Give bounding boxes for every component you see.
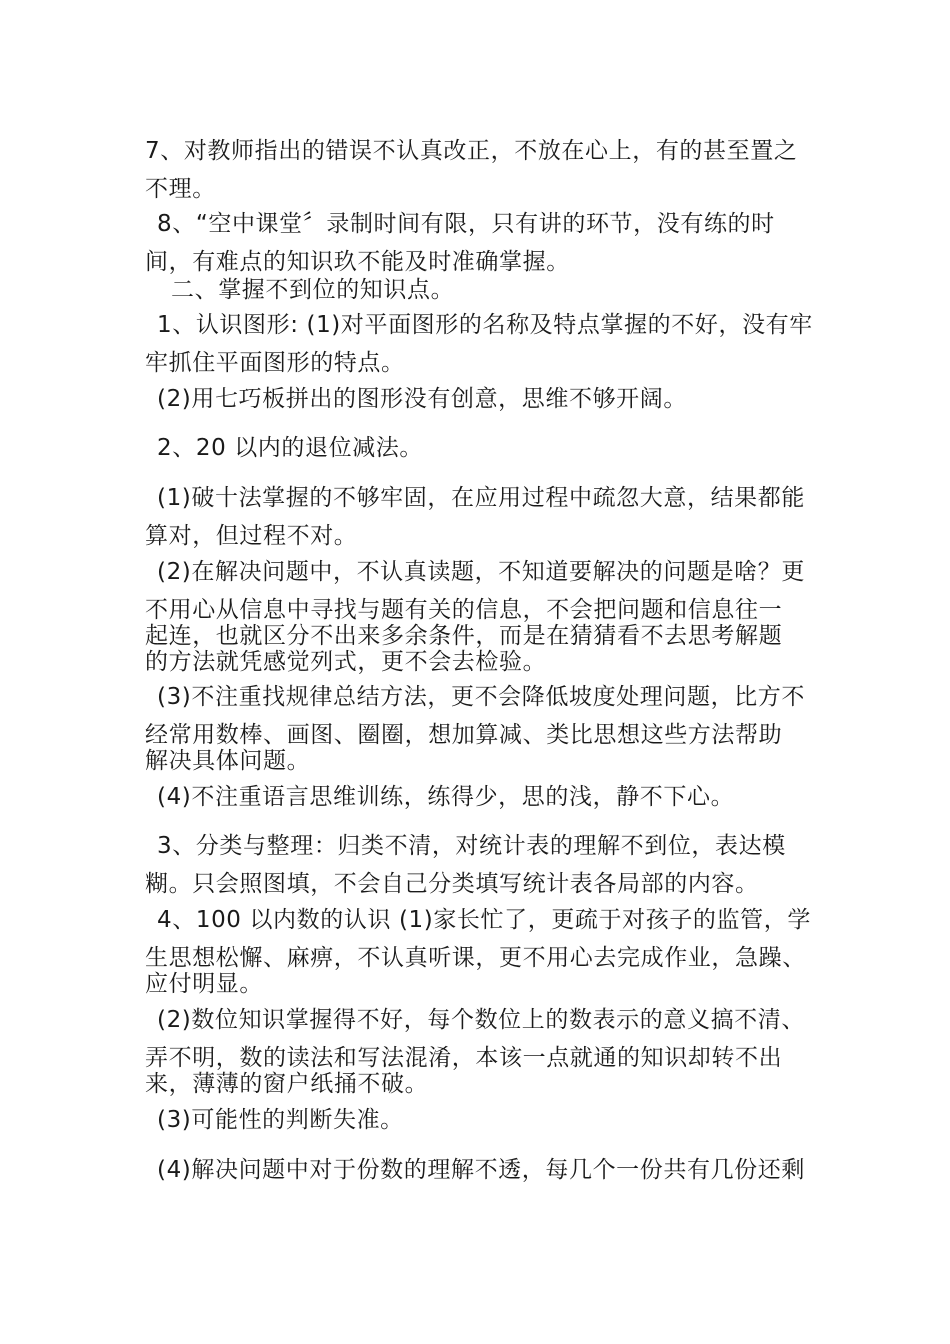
text-line: (2)用七巧板拼出的图形没有创意，思维不够开阔。 — [157, 386, 687, 412]
text-line: 生思想松懈、麻痹，不认真听课，更不用心去完成作业，急躁、 — [145, 945, 806, 971]
text-line: 1、认识图形: (1)对平面图形的名称及特点掌握的不好，没有牢 — [157, 312, 813, 338]
text-line: 算对，但过程不对。 — [145, 523, 358, 549]
text-line: (2)在解决问题中，不认真读题，不知道要解决的问题是啥？更 — [157, 559, 805, 585]
text-line: 的方法就凭感觉列式，更不会去检验。 — [145, 649, 547, 675]
text-line: 解决具体问题。 — [145, 748, 311, 774]
section-heading: 二、掌握不到位的知识点。 — [171, 277, 455, 303]
text-line: (4)解决问题中对于份数的理解不透，每几个一份共有几份还剩 — [157, 1157, 805, 1183]
text-line: 糊。只会照图填，不会自己分类填写统计表各局部的内容。 — [145, 871, 759, 897]
text-line: (3)不注重找规律总结方法，更不会降低坡度处理问题，比方不 — [157, 684, 805, 710]
text-line: (4)不注重语言思维训练，练得少，思的浅，静不下心。 — [157, 784, 735, 810]
text-line: 8、“空中课堂〞录制时间有限，只有讲的环节，没有练的时 — [157, 211, 775, 237]
text-line: (1)破十法掌握的不够牢固，在应用过程中疏忽大意，结果都能 — [157, 485, 805, 511]
text-line: 来，薄薄的窗户纸捅不破。 — [145, 1071, 429, 1097]
text-line: 弄不明，数的读法和写法混淆，本该一点就通的知识却转不出 — [145, 1045, 783, 1071]
text-line: 2、20 以内的退位减法。 — [157, 435, 424, 461]
text-line: (2)数位知识掌握得不好，每个数位上的数表示的意义搞不清、 — [157, 1007, 805, 1033]
text-line: 7、对教师指出的错误不认真改正，不放在心上，有的甚至置之 — [145, 138, 798, 164]
text-line: 经常用数棒、画图、圈圈，想加算减、类比思想这些方法帮助 — [145, 722, 783, 748]
text-line: 3、分类与整理：归类不清，对统计表的理解不到位，表达模 — [157, 833, 786, 859]
text-line: 牢抓住平面图形的特点。 — [145, 350, 405, 376]
text-line: 不用心从信息中寻找与题有关的信息，不会把问题和信息往一 — [145, 597, 783, 623]
text-line: 间，有难点的知识玖不能及时准确掌握。 — [145, 249, 570, 275]
text-line: 应付明显。 — [145, 971, 263, 997]
text-line: 4、100 以内数的认识 (1)家长忙了，更疏于对孩子的监管，学 — [157, 907, 811, 933]
text-line: (3)可能性的判断失准。 — [157, 1107, 404, 1133]
text-line: 不理。 — [145, 176, 216, 202]
text-line: 起连，也就区分不出来多余条件，而是在猜猜看不去思考解题 — [145, 623, 783, 649]
